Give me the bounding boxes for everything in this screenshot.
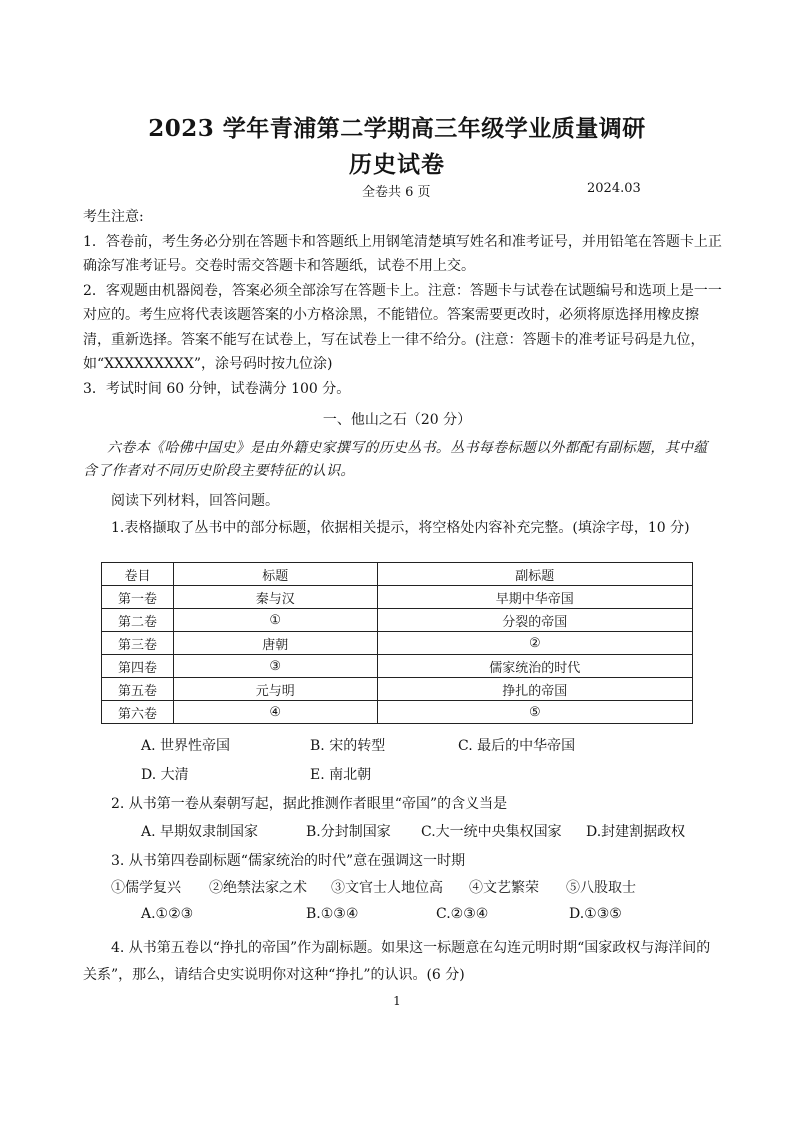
table-cell: 早期中华帝国	[377, 586, 692, 609]
page-number: 1	[393, 994, 401, 1008]
table-cell: 挣扎的帝国	[377, 678, 692, 701]
table-cell: 第五卷	[102, 678, 174, 701]
table-cell: 儒家统治的时代	[377, 655, 692, 678]
intro-text: 六卷本《哈佛中国史》是由外籍史家撰写的历史丛书。丛书每卷标题以外都配有副标题，其中蕴含了作者对不同历史阶段主要特征的认识。	[83, 440, 708, 479]
q2-option-d: D.封建割据政权	[586, 824, 686, 840]
q4-stem: 4. 从书第五卷以“挣扎的帝国”作为副标题。如果这一标题意在勾连元明时期“国家政权与海洋间的关系”，那么，请结合史实说明你对这种“挣扎”的认识。(6 分)	[83, 940, 711, 983]
table-header-cell: 副标题	[377, 563, 692, 586]
table-cell: ③	[173, 655, 377, 678]
instruction-text: 阅读下列材料，回答问题。	[111, 493, 279, 509]
page-count: 全卷共 6 页	[362, 185, 431, 200]
table-row	[102, 586, 693, 609]
section-intro	[83, 437, 717, 483]
q2-stem: 2. 从书第一卷从秦朝写起，据此推测作者眼里“帝国”的含义当是	[111, 796, 508, 812]
table-header-cell: 卷目	[102, 563, 174, 586]
notice-item: 1．答卷前，考生务必分别在答题卡和答题纸上用钢笔清楚填写姓名和准考证号，并用铅笔在答题卡上正确涂写准考证号。交卷时需交答题卡和答题纸，试卷不用上交。	[83, 233, 722, 274]
q1-option-b: B. 宋的转型	[310, 738, 386, 754]
q1-option-a: A. 世界性帝国	[141, 738, 231, 754]
q1-option-d: D. 大清	[141, 767, 189, 783]
table-row	[102, 609, 693, 632]
table-cell: 第三卷	[102, 632, 174, 655]
table-cell: 秦与汉	[173, 586, 377, 609]
q3-item: ①儒学复兴	[111, 880, 181, 896]
q3-item: ②绝禁法家之术	[209, 880, 307, 896]
q2-option-b: B.分封制国家	[306, 824, 391, 840]
table-cell: 第二卷	[102, 609, 174, 632]
q3-option-a: A.①②③	[141, 906, 194, 922]
table-row	[102, 678, 693, 701]
table-cell: ⑤	[377, 701, 692, 724]
table-cell: ①	[173, 609, 377, 632]
q3-option-b: B.①③④	[306, 906, 359, 922]
table-cell: ④	[173, 701, 377, 724]
q3-option-d: D.①③⑤	[569, 906, 622, 922]
exam-date: 2024.03	[587, 181, 641, 196]
q3-option-c: C.②③④	[436, 906, 489, 922]
table-cell: 唐朝	[173, 632, 377, 655]
q3-item: ④文艺繁荣	[469, 880, 539, 896]
section-title: 一、他山之石（20 分）	[322, 412, 472, 428]
table-cell: 分裂的帝国	[377, 609, 692, 632]
table-cell: 第四卷	[102, 655, 174, 678]
notice-item: 2．客观题由机器阅卷，答案必须全部涂写在答题卡上。注意：答题卡与试卷在试题编号和选项上是一一对应的。考生应将代表该题答案的小方格涂黑，不能错位。答案需要更改时，必须将原选择用橡皮擦清，重新选择。答案不能写在试卷上，写在试卷上一律不给分。(注意：答题卡的准考证号码是九位，如“XXXXXXXXX”，涂号码时按九位涂)	[83, 282, 722, 372]
q1-option-c: C. 最后的中华帝国	[458, 738, 576, 754]
volume-table	[101, 562, 693, 724]
q3-stem: 3. 从书第四卷副标题“儒家统治的时代”意在强调这一时期	[111, 853, 466, 869]
table-cell: 第一卷	[102, 586, 174, 609]
q1-stem: 1.表格撷取了丛书中的部分标题，依据相关提示，将空格处内容补充完整。(填涂字母，10 分)	[111, 520, 690, 536]
table-header-cell: 标题	[173, 563, 377, 586]
notice-item: 3．考试时间 60 分钟，试卷满分 100 分。	[83, 380, 351, 397]
q2-option-a: A. 早期奴隶制国家	[141, 824, 259, 840]
table-row	[102, 632, 693, 655]
table-cell: ②	[377, 632, 692, 655]
q3-item: ⑤八股取士	[566, 880, 636, 896]
notice-heading: 考生注意:	[83, 209, 144, 225]
page-title: 2023 学年青浦第二学期高三年级学业质量调研	[148, 115, 646, 142]
table-row	[102, 655, 693, 678]
page-subtitle: 历史试卷	[349, 151, 445, 178]
table-header-row	[102, 563, 693, 586]
q1-option-e: E. 南北朝	[310, 767, 372, 783]
table-row	[102, 701, 693, 724]
q3-item: ③文官士人地位高	[331, 880, 443, 896]
table-cell: 第六卷	[102, 701, 174, 724]
exam-notice	[83, 205, 723, 401]
q2-option-c: C.大一统中央集权国家	[421, 824, 562, 840]
table-cell: 元与明	[173, 678, 377, 701]
